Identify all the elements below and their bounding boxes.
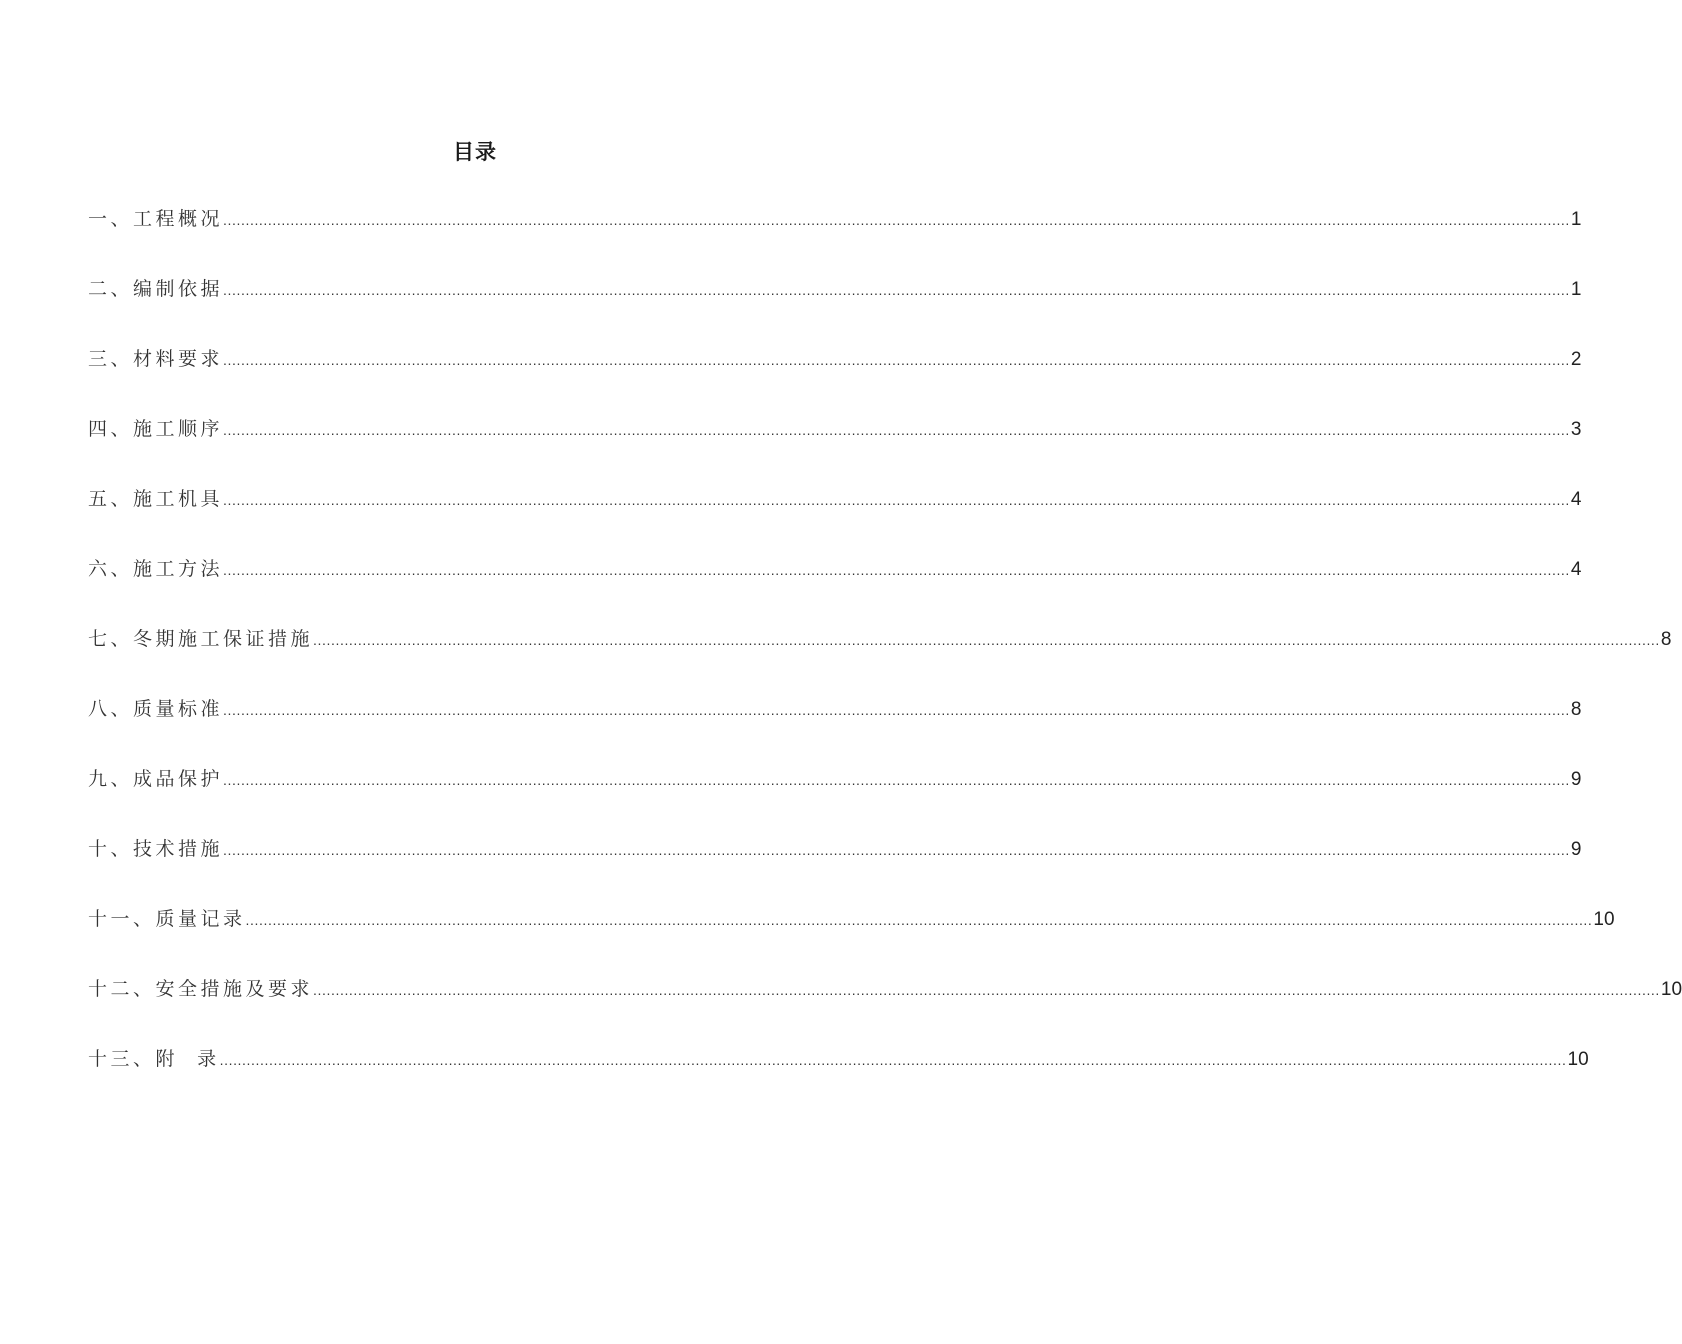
toc-entry-label: 三、材料要求 (88, 348, 224, 370)
toc-entry-page: 8 (1570, 699, 1582, 720)
toc-dot-leader: ............................................................................................................................................................................................................................................................................................................ (223, 352, 1570, 368)
toc-entry-page: 4 (1570, 559, 1582, 580)
toc-entry-label: 五、施工机具 (88, 488, 224, 510)
toc-dot-leader: ............................................................................................................................................................................................................................................................................................................ (223, 492, 1570, 508)
toc-entry[interactable] (88, 1040, 1589, 1110)
toc-dot-leader: ............................................................................................................................................................................................................................................................................................................ (223, 212, 1570, 228)
toc-dot-leader: ............................................................................................................................................................................................................................................................................................................ (223, 772, 1570, 788)
toc-entry-label: 八、质量标准 (88, 698, 224, 720)
toc-dot-leader: ............................................................................................................................................................................................................................................................................................................ (223, 702, 1570, 718)
toc-entry-label: 十、技术措施 (88, 838, 224, 860)
toc-entry-page: 3 (1570, 419, 1582, 440)
toc-entry-page: 10 (1567, 1049, 1589, 1070)
toc-dot-leader: ............................................................................................................................................................................................................................................................................................................ (223, 282, 1570, 298)
toc-dot-leader: ............................................................................................................................................................................................................................................................................................................ (313, 982, 1660, 998)
toc-entry[interactable] (88, 340, 1582, 410)
toc-entry-label: 十一、质量记录 (88, 908, 246, 930)
toc-entry-page: 9 (1570, 769, 1582, 790)
toc-entry-page: 4 (1570, 489, 1582, 510)
toc-entry[interactable] (88, 480, 1582, 550)
toc-entry-page: 10 (1660, 979, 1682, 1000)
toc-entry-page: 9 (1570, 839, 1582, 860)
toc-entry[interactable] (88, 410, 1582, 480)
toc-entry-page: 10 (1593, 909, 1615, 930)
toc-dot-leader: ............................................................................................................................................................................................................................................................................................................ (219, 1052, 1567, 1068)
toc-entry[interactable] (88, 900, 1615, 970)
toc-entry-label: 六、施工方法 (88, 558, 224, 580)
toc-entry[interactable] (88, 970, 1682, 1040)
toc-list (88, 200, 1682, 1110)
toc-entry[interactable] (88, 620, 1672, 690)
toc-entry[interactable] (88, 270, 1582, 340)
toc-entry-label: 二、编制依据 (88, 278, 224, 300)
toc-dot-leader: ............................................................................................................................................................................................................................................................................................................ (313, 632, 1660, 648)
toc-dot-leader: ............................................................................................................................................................................................................................................................................................................ (223, 842, 1570, 858)
toc-entry[interactable] (88, 200, 1582, 270)
toc-entry[interactable] (88, 550, 1582, 620)
toc-entry[interactable] (88, 760, 1582, 830)
toc-dot-leader: ............................................................................................................................................................................................................................................................................................................ (223, 562, 1570, 578)
toc-dot-leader: ............................................................................................................................................................................................................................................................................................................ (223, 422, 1570, 438)
toc-entry-page: 1 (1570, 279, 1582, 300)
toc-entry-label: 九、成品保护 (88, 768, 224, 790)
toc-entry-page: 8 (1660, 629, 1672, 650)
toc-entry-label: 十二、安全措施及要求 (88, 978, 314, 1000)
toc-entry-label: 七、冬期施工保证措施 (88, 628, 314, 650)
toc-entry-label: 四、施工顺序 (88, 418, 224, 440)
toc-entry-page: 2 (1570, 349, 1582, 370)
toc-title: 目录 (453, 140, 497, 164)
toc-dot-leader: ............................................................................................................................................................................................................................................................................................................ (245, 912, 1593, 928)
toc-entry[interactable] (88, 690, 1582, 760)
toc-entry-label: 十三、附 录 (88, 1048, 220, 1070)
toc-entry[interactable] (88, 830, 1582, 900)
toc-entry-label: 一、工程概况 (88, 208, 224, 230)
toc-entry-page: 1 (1570, 209, 1582, 230)
